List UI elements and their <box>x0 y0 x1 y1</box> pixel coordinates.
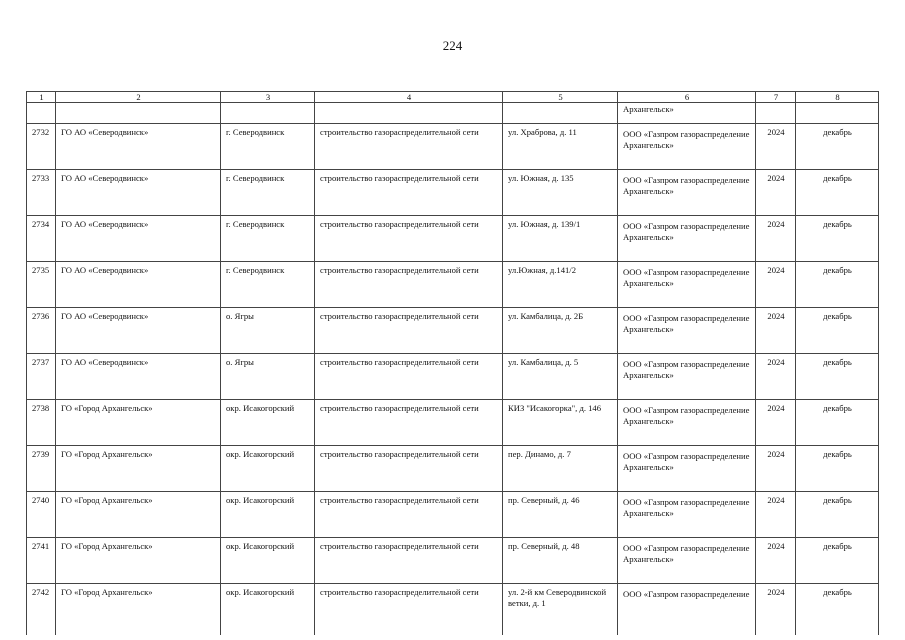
year-cell: 2024 <box>756 170 796 216</box>
row-number-cell: 2732 <box>27 124 56 170</box>
work-type-cell: строительство газораспределительной сети <box>315 216 503 262</box>
row-number-cell: 2740 <box>27 492 56 538</box>
work-type-cell: строительство газораспределительной сети <box>315 170 503 216</box>
month-cell: декабрь <box>796 584 879 636</box>
table-row <box>27 170 879 216</box>
month-cell: декабрь <box>796 538 879 584</box>
locality-cell: окр. Исакогорский <box>221 446 315 492</box>
organization-cell: ООО «Газпром газораспределение Архангельск» <box>618 124 756 170</box>
row-number-cell: 2738 <box>27 400 56 446</box>
locality-cell: г. Северодвинск <box>221 124 315 170</box>
column-header: 5 <box>503 92 618 103</box>
row-number-cell: 2735 <box>27 262 56 308</box>
table-row <box>27 584 879 636</box>
row-number-cell: 2736 <box>27 308 56 354</box>
address-cell: ул. Храброва, д. 11 <box>503 124 618 170</box>
address-cell: ул. 2-й км Северодвинской ветки, д. 1 <box>503 584 618 636</box>
address-cell: ул. Камбалица, д. 5 <box>503 354 618 400</box>
municipality-cell: ГО АО «Северодвинск» <box>56 124 221 170</box>
table-row <box>27 216 879 262</box>
work-type-cell: строительство газораспределительной сети <box>315 400 503 446</box>
row-number-cell: 2733 <box>27 170 56 216</box>
year-cell: 2024 <box>756 400 796 446</box>
work-type-cell: строительство газораспределительной сети <box>315 446 503 492</box>
header-row <box>27 92 879 103</box>
organization-cell: ООО «Газпром газораспределение Архангельск» <box>618 538 756 584</box>
month-cell: декабрь <box>796 262 879 308</box>
municipality-cell: ГО АО «Северодвинск» <box>56 262 221 308</box>
table-row <box>27 354 879 400</box>
table-row <box>27 492 879 538</box>
page-number: 224 <box>442 38 463 53</box>
address-cell: ул. Южная, д. 135 <box>503 170 618 216</box>
column-header: 7 <box>756 92 796 103</box>
work-type-cell: строительство газораспределительной сети <box>315 584 503 636</box>
locality-cell: о. Ягры <box>221 354 315 400</box>
organization-cell: ООО «Газпром газораспределение Архангельск» <box>618 354 756 400</box>
organization-cell: ООО «Газпром газораспределение Архангельск» <box>618 170 756 216</box>
municipality-cell: ГО «Город Архангельск» <box>56 492 221 538</box>
year-cell: 2024 <box>756 216 796 262</box>
column-header: 2 <box>56 92 221 103</box>
address-cell: ул. Южная, д. 139/1 <box>503 216 618 262</box>
year-cell: 2024 <box>756 262 796 308</box>
column-header: 6 <box>618 92 756 103</box>
month-cell: декабрь <box>796 124 879 170</box>
municipality-cell: ГО АО «Северодвинск» <box>56 216 221 262</box>
locality-cell: о. Ягры <box>221 308 315 354</box>
month-cell: декабрь <box>796 354 879 400</box>
column-header: 1 <box>27 92 56 103</box>
address-cell: ул.Южная, д.141/2 <box>503 262 618 308</box>
municipality-cell: ГО «Город Архангельск» <box>56 584 221 636</box>
municipality-cell: ГО «Город Архангельск» <box>56 446 221 492</box>
continuation-org-cell: Архангельск» <box>618 103 756 124</box>
continuation-row <box>27 103 879 124</box>
municipality-cell: ГО АО «Северодвинск» <box>56 354 221 400</box>
month-cell: декабрь <box>796 492 879 538</box>
address-cell: КИЗ "Исакогорка", д. 146 <box>503 400 618 446</box>
month-cell: декабрь <box>796 216 879 262</box>
locality-cell: г. Северодвинск <box>221 216 315 262</box>
column-header: 3 <box>221 92 315 103</box>
table-row <box>27 124 879 170</box>
municipality-cell: ГО АО «Северодвинск» <box>56 170 221 216</box>
year-cell: 2024 <box>756 354 796 400</box>
locality-cell: окр. Исакогорский <box>221 584 315 636</box>
address-cell: пр. Северный, д. 46 <box>503 492 618 538</box>
year-cell: 2024 <box>756 124 796 170</box>
address-cell: пер. Динамо, д. 7 <box>503 446 618 492</box>
row-number-cell: 2739 <box>27 446 56 492</box>
organization-cell: ООО «Газпром газораспределение Архангельск» <box>618 216 756 262</box>
month-cell: декабрь <box>796 308 879 354</box>
table-row <box>27 400 879 446</box>
work-type-cell: строительство газораспределительной сети <box>315 262 503 308</box>
organization-cell: ООО «Газпром газораспределение <box>618 584 756 636</box>
table-row <box>27 308 879 354</box>
year-cell: 2024 <box>756 446 796 492</box>
year-cell: 2024 <box>756 492 796 538</box>
locality-cell: г. Северодвинск <box>221 262 315 308</box>
address-cell: пр. Северный, д. 48 <box>503 538 618 584</box>
locality-cell: окр. Исакогорский <box>221 400 315 446</box>
year-cell: 2024 <box>756 308 796 354</box>
column-header: 8 <box>796 92 879 103</box>
locality-cell: окр. Исакогорский <box>221 538 315 584</box>
locality-cell: г. Северодвинск <box>221 170 315 216</box>
month-cell: декабрь <box>796 170 879 216</box>
column-header: 4 <box>315 92 503 103</box>
municipality-cell: ГО «Город Архангельск» <box>56 400 221 446</box>
row-number-cell: 2741 <box>27 538 56 584</box>
year-cell: 2024 <box>756 538 796 584</box>
work-type-cell: строительство газораспределительной сети <box>315 308 503 354</box>
work-type-cell: строительство газораспределительной сети <box>315 124 503 170</box>
organization-cell: ООО «Газпром газораспределение Архангельск» <box>618 400 756 446</box>
table-row <box>27 262 879 308</box>
row-number-cell: 2737 <box>27 354 56 400</box>
year-cell: 2024 <box>756 584 796 636</box>
organization-cell: ООО «Газпром газораспределение Архангельск» <box>618 492 756 538</box>
organization-cell: ООО «Газпром газораспределение Архангельск» <box>618 446 756 492</box>
work-type-cell: строительство газораспределительной сети <box>315 538 503 584</box>
locality-cell: окр. Исакогорский <box>221 492 315 538</box>
table-row <box>27 538 879 584</box>
address-cell: ул. Камбалица, д. 2Б <box>503 308 618 354</box>
table-row <box>27 446 879 492</box>
row-number-cell: 2742 <box>27 584 56 636</box>
row-number-cell: 2734 <box>27 216 56 262</box>
register-table <box>26 91 879 635</box>
organization-cell: ООО «Газпром газораспределение Архангельск» <box>618 262 756 308</box>
work-type-cell: строительство газораспределительной сети <box>315 354 503 400</box>
month-cell: декабрь <box>796 446 879 492</box>
municipality-cell: ГО АО «Северодвинск» <box>56 308 221 354</box>
organization-cell: ООО «Газпром газораспределение Архангельск» <box>618 308 756 354</box>
work-type-cell: строительство газораспределительной сети <box>315 492 503 538</box>
month-cell: декабрь <box>796 400 879 446</box>
municipality-cell: ГО «Город Архангельск» <box>56 538 221 584</box>
